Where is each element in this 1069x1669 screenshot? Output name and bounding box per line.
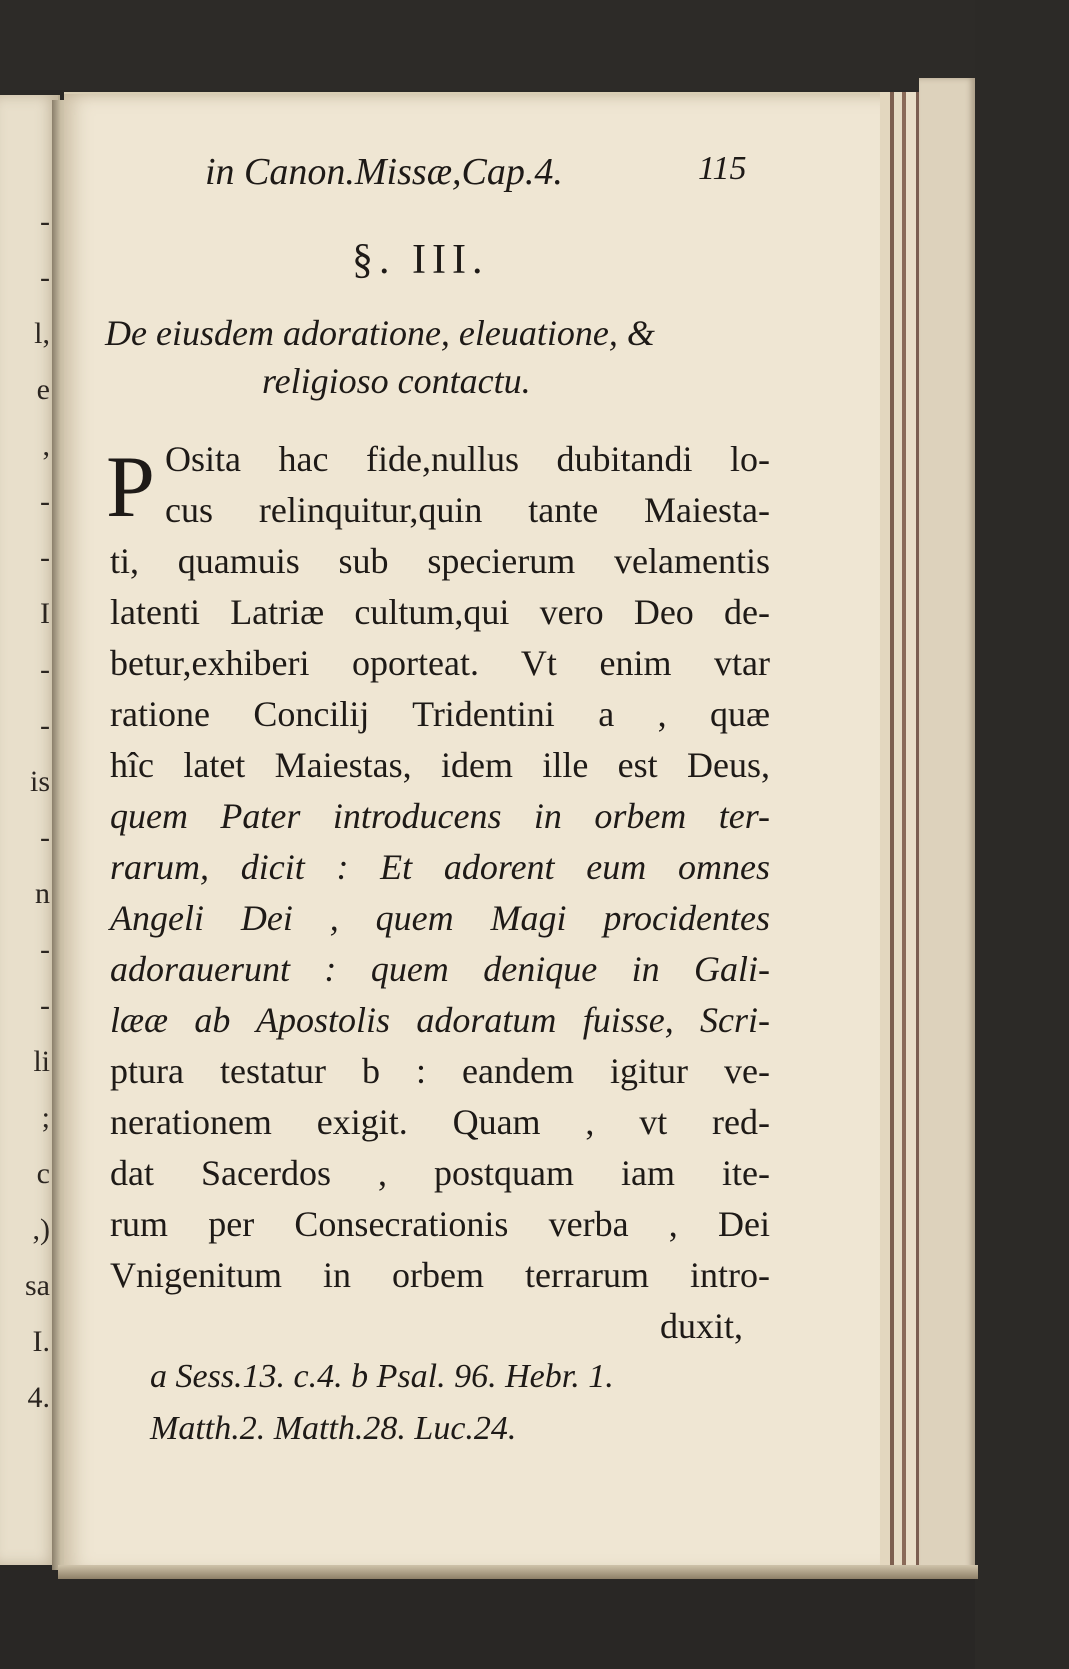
left-facing-page [0, 95, 60, 1565]
body-line: dat Sacerdos , postquam iam ite- [110, 1153, 770, 1193]
left-page-fragment: - [40, 485, 50, 518]
body-line: nerationem exigit. Quam , vt red- [110, 1102, 770, 1142]
left-page-fragment: n [35, 877, 50, 910]
left-page-fragment: c [36, 1157, 50, 1190]
left-page-fragment: - [40, 653, 50, 686]
page-edge [894, 92, 902, 1572]
left-page-fragment: l, [34, 317, 50, 350]
body-line: ptura testatur b : eandem igitur ve- [110, 1051, 770, 1091]
section-number: §. III. [352, 237, 489, 283]
left-page-fragment: I. [32, 1325, 50, 1358]
drop-cap: P [106, 439, 155, 536]
left-page-fragment: e [36, 373, 50, 406]
footnote-line-1: a Sess.13. c.4. b Psal. 96. Hebr. 1. [150, 1358, 614, 1395]
left-page-fragment: I [40, 597, 50, 630]
running-head-title: in Canon.Missæ,Cap.4. [205, 151, 563, 193]
left-page-fragment: - [40, 541, 50, 574]
left-page-fragment: ; [41, 1101, 50, 1134]
section-title-line-2: religioso contactu. [262, 361, 531, 401]
body-line: Vnigenitum in orbem terrarum intro- [110, 1255, 770, 1295]
book-bottom-edge [58, 1565, 978, 1579]
left-page-fragment: - [40, 933, 50, 966]
background-top [0, 0, 1069, 90]
book-cover-edge [919, 78, 975, 1578]
body-line: Osita hac fide,nullus dubitandi lo- [165, 439, 770, 479]
body-line: hîc latet Maiestas, idem ille est Deus, [110, 745, 770, 785]
catchword: duxit, [660, 1306, 744, 1346]
body-line: latenti Latriæ cultum,qui vero Deo de- [110, 592, 770, 632]
left-page-fragment: - [40, 709, 50, 742]
left-page-fragment: - [40, 821, 50, 854]
left-page-fragment: - [40, 989, 50, 1022]
left-page-fragment: - [40, 205, 50, 238]
footnote-line-2: Matth.2. Matth.28. Luc.24. [150, 1410, 517, 1447]
background-right [975, 0, 1069, 1669]
left-page-fragment: is [29, 765, 50, 798]
left-page-fragment: li [33, 1045, 50, 1078]
body-line: ti, quamuis sub specierum velamentis [110, 541, 770, 581]
body-line: betur,exhiberi oporteat. Vt enim vtar [110, 643, 770, 683]
page-number: 115 [698, 150, 747, 187]
body-line: rum per Consecrationis verba , Dei [110, 1204, 770, 1244]
body-line: lææ ab Apostolis adoratum fuisse, Scri- [110, 1000, 770, 1040]
body-line: cus relinquitur,quin tante Maiesta- [165, 490, 770, 530]
section-title-line-1: De eiusdem adoratione, eleuatione, & [105, 313, 655, 353]
body-line: adorauerunt : quem denique in Gali- [110, 949, 770, 989]
page-edge [906, 92, 916, 1572]
left-page-fragment: - [40, 261, 50, 294]
page-edge [880, 92, 890, 1572]
body-line: quem Pater introducens in orbem ter- [110, 796, 770, 836]
body-line: ratione Concilij Tridentini a , quæ [110, 694, 770, 734]
left-page-fragment: 4. [27, 1381, 50, 1414]
left-page-fragment: sa [25, 1269, 50, 1302]
body-line: rarum, dicit : Et adorent eum omnes [110, 847, 770, 887]
body-line: Angeli Dei , quem Magi procidentes [110, 898, 770, 938]
left-page-fragment: , [42, 429, 50, 462]
left-page-fragment: ,) [32, 1213, 50, 1246]
